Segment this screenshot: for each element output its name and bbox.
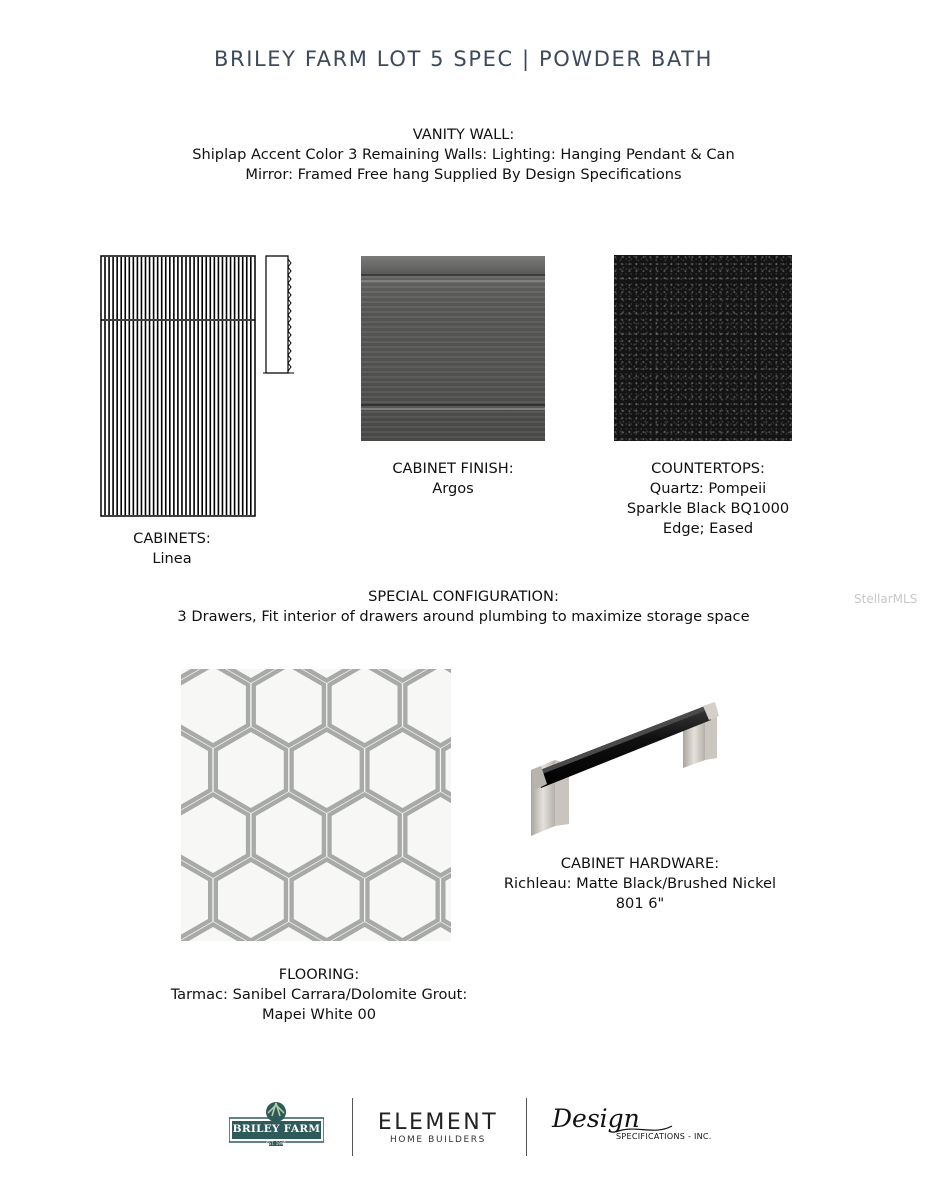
special-configuration-value: 3 Drawers, Fit interior of drawers around plumbing to maximize storage space	[177, 608, 750, 625]
cabinet-pull-image	[525, 698, 725, 840]
cabinet-hardware-heading: CABINET HARDWARE:	[560, 855, 720, 872]
cabinet-door-drawing	[98, 253, 298, 519]
countertops-line-1: Quartz: Pompeii	[649, 480, 767, 497]
cabinet-hardware-block	[490, 854, 790, 914]
cabinet-finish-swatch	[361, 256, 545, 441]
briley-farm-logo	[229, 1100, 324, 1148]
design-logo-script: Design	[552, 1104, 640, 1133]
cabinet-hardware-line-1: Richleau: Matte Black/Brushed Nickel	[503, 875, 777, 892]
cabinets-heading: CABINETS:	[133, 530, 211, 547]
element-home-builders-logo	[374, 1110, 502, 1145]
page-title: BRILEY FARM LOT 5 SPEC | POWDER BATH	[214, 47, 713, 71]
cabinet-finish-value: Argos	[432, 480, 474, 497]
flooring-line-1: Tarmac: Sanibel Carrara/Dolomite Grout:	[170, 986, 468, 1003]
flooring-heading: FLOORING:	[278, 966, 360, 983]
countertops-line-2: Sparkle Black BQ1000	[626, 500, 790, 517]
vanity-wall-line-1: Shiplap Accent Color 3 Remaining Walls: Lighting: Hanging Pendant & Can	[192, 146, 735, 163]
special-configuration-block	[0, 587, 927, 627]
countertops-heading: COUNTERTOPS:	[651, 460, 765, 477]
element-logo-subtitle: HOME BUILDERS	[390, 1135, 486, 1145]
countertops-line-3: Edge; Eased	[662, 520, 754, 537]
flooring-block	[150, 965, 488, 1025]
logo-divider	[526, 1098, 527, 1156]
cabinet-finish-heading: CABINET FINISH:	[392, 460, 514, 477]
design-logo-subtitle: SPECIFICATIONS - INC.	[616, 1132, 712, 1141]
hex-tile	[181, 862, 208, 938]
cabinet-finish-block	[353, 459, 553, 499]
design-specifications-logo	[552, 1104, 712, 1148]
cabinet-hardware-line-2: 801 6"	[615, 895, 665, 912]
cabinets-block	[92, 529, 252, 569]
flooring-line-2: Mapei White 00	[261, 1006, 377, 1023]
briley-farm-est: EST. 1999	[266, 1141, 286, 1146]
briley-farm-name: BRILEY FARM	[232, 1123, 321, 1135]
hex-tile-pattern	[181, 669, 451, 941]
flooring-swatch	[181, 669, 451, 941]
element-logo-title: ELEMENT	[377, 1110, 499, 1135]
vanity-wall-block	[0, 125, 927, 185]
countertop-swatch	[614, 255, 792, 441]
hex-tile	[181, 732, 208, 808]
cabinets-value: Linea	[152, 550, 192, 567]
watermark: StellarMLS	[854, 592, 918, 606]
vanity-wall-line-2: Mirror: Framed Free hang Supplied By Design Specifications	[245, 166, 682, 183]
vanity-wall-heading: VANITY WALL:	[412, 126, 515, 143]
countertops-block	[598, 459, 818, 539]
logo-divider	[352, 1098, 353, 1156]
special-configuration-heading: SPECIAL CONFIGURATION:	[368, 588, 559, 605]
